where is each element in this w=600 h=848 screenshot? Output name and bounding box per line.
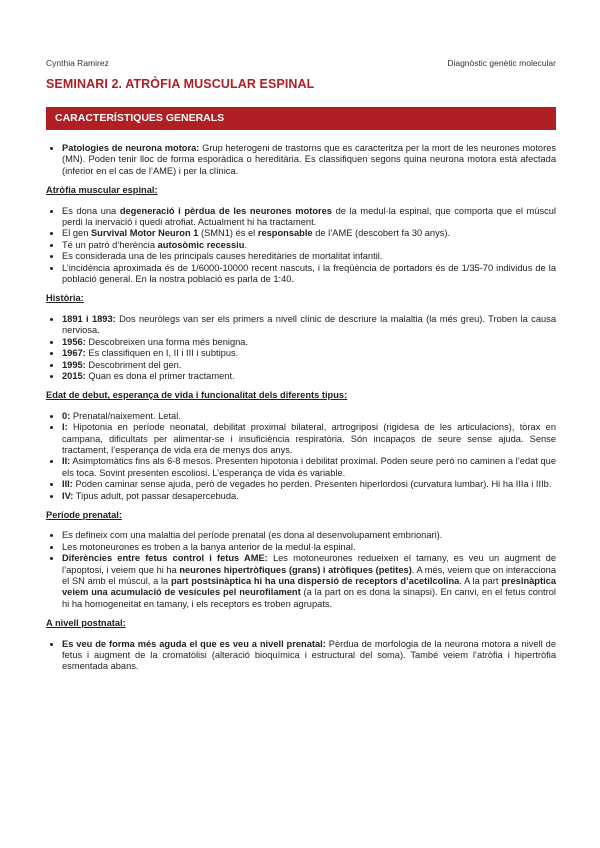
section-banner-label: CARACTERÍSTIQUES GENERALS bbox=[55, 112, 225, 124]
list-item: • Les motoneurones es troben a la banya anterior de la medul·la espinal. bbox=[62, 542, 556, 553]
document-content bbox=[46, 143, 556, 673]
list-item: • 1967: Es classifiquen en I, II i III i subtipus. bbox=[62, 348, 556, 359]
historia-list bbox=[46, 314, 556, 382]
list-item: • IV: Tipus adult, pot passar desapercebuda. bbox=[62, 491, 556, 502]
section-heading-atrofia: Atròfia muscular espinal: bbox=[46, 185, 158, 196]
document-title: SEMINARI 2. ATRÒFIA MUSCULAR ESPINAL bbox=[46, 77, 315, 91]
list-item: • 0: Prenatal/naixement. Letal. bbox=[62, 411, 556, 422]
list-item: • Es defineix com una malaltia del període prenatal (es dona al desenvolupament embrionari). bbox=[62, 530, 556, 541]
list-item: • Es dona una degeneració i pèrdua de les neurones motores de la medul·la espinal, que comporta que el múscul perdi la inervació i quedi atrofiat. Actualment hi ha tractament. bbox=[62, 206, 556, 229]
list-item: • 1956: Descobreixen una forma més benigna. bbox=[62, 337, 556, 348]
list-item: • L’incidència aproximada és de 1/6000-10000 recent nascuts, i la freqüència de portadors és de 1/35-70 individus de la població general. En la nostra població es parla de 1:40. bbox=[62, 263, 556, 286]
list-item: • El gen Survival Motor Neuron 1 (SMN1) és el responsable de l’AME (descobert fa 30 anys). bbox=[62, 228, 556, 239]
section-heading-debut: Edat de debut, esperança de vida i funcionalitat dels diferents tipus: bbox=[46, 390, 348, 401]
list-item: • II: Asimptomàtics fins als 6-8 mesos. Presenten hipotonia i debilitat proximal. Poden seure però no caminen a l’edat que els toca. Sovint presenten escoliosi. L’esperança de vida és variable. bbox=[62, 456, 556, 479]
list-item: • III: Poden caminar sense ajuda, però de vegades ho perden. Presenten hiperlordosi (curvatura lumbar). Hi ha IIIa i IIIb. bbox=[62, 479, 556, 490]
list-item: • Es considerada una de les principals causes hereditàries de mortalitat infantil. bbox=[62, 251, 556, 262]
list-item: • Patologies de neurona motora: Grup heterogeni de trastorns que es caracteritza per la mort de les neurones motores (MN). Poden tenir lloc de forma esporàdica o hereditària. Es classifiquen segons quina neurona motora està afectada (inferior en el cas de l’AME) i per la clínica. bbox=[62, 143, 556, 177]
section-heading-prenatal: Període prenatal: bbox=[46, 509, 122, 520]
list-item: • 2015: Quan es dona el primer tractament. bbox=[62, 371, 556, 382]
header-author: Cynthia Ramirez bbox=[46, 58, 109, 68]
list-item: • I: Hipotonia en període neonatal, debilitat proximal bilateral, artrogriposi (rigidesa de les articulacions), tòrax en campana, dificultats per alimentar-se i insuficiència respiratòria. Són incapaços de seure sense ajuda. Sense tractament, l’esperança de vida era de menys dos anys. bbox=[62, 422, 556, 456]
page-header bbox=[46, 58, 556, 72]
section-heading-historia: Història: bbox=[46, 293, 84, 304]
prenatal-list bbox=[46, 530, 556, 610]
section-heading-postnatal: A nivell postnatal: bbox=[46, 618, 126, 629]
list-item: • Diferències entre fetus control i fetus AME: Les motoneurones redueixen el tamany, es veu un augment de l’apoptosi, i veiem que hi ha neurones hipertròfiques (grans) i atròfiques (petites). A més, veiem que on interacciona el SN amb el múscul, a la part postsinàptica hi ha una dispersió de receptors d’acetilcolina. A la part presinàptica veiem una acumulació de vesícules pel neurofilament (a la part on es dona la sinapsi). En canvi, en el fetus control hi ha homogeneitat en tamany, i els receptors es troben agrupats. bbox=[62, 553, 556, 610]
header-course: Diagnòstic genètic molecular bbox=[447, 58, 556, 68]
list-item: • 1995: Descobriment del gen. bbox=[62, 360, 556, 371]
list-item: • Té un patró d’herència autosòmic recessiu. bbox=[62, 240, 556, 251]
intro-list bbox=[46, 143, 556, 177]
list-item: • Es veu de forma més aguda el que es veu a nivell prenatal: Pèrdua de morfologia de la neurona motora a nivell de fetus i augment de la cromatòlisi (alteració bioquímica i estructural del soma). També veiem l’atròfia i hipertròfia esmentada abans. bbox=[62, 639, 556, 673]
atrofia-list bbox=[46, 206, 556, 286]
postnatal-list bbox=[46, 639, 556, 673]
section-banner bbox=[46, 107, 556, 130]
list-item: • 1891 i 1893: Dos neuròlegs van ser els primers a nivell clínic de descriure la malaltia (la més greu). Troben la causa nerviosa. bbox=[62, 314, 556, 337]
debut-list bbox=[46, 411, 556, 502]
